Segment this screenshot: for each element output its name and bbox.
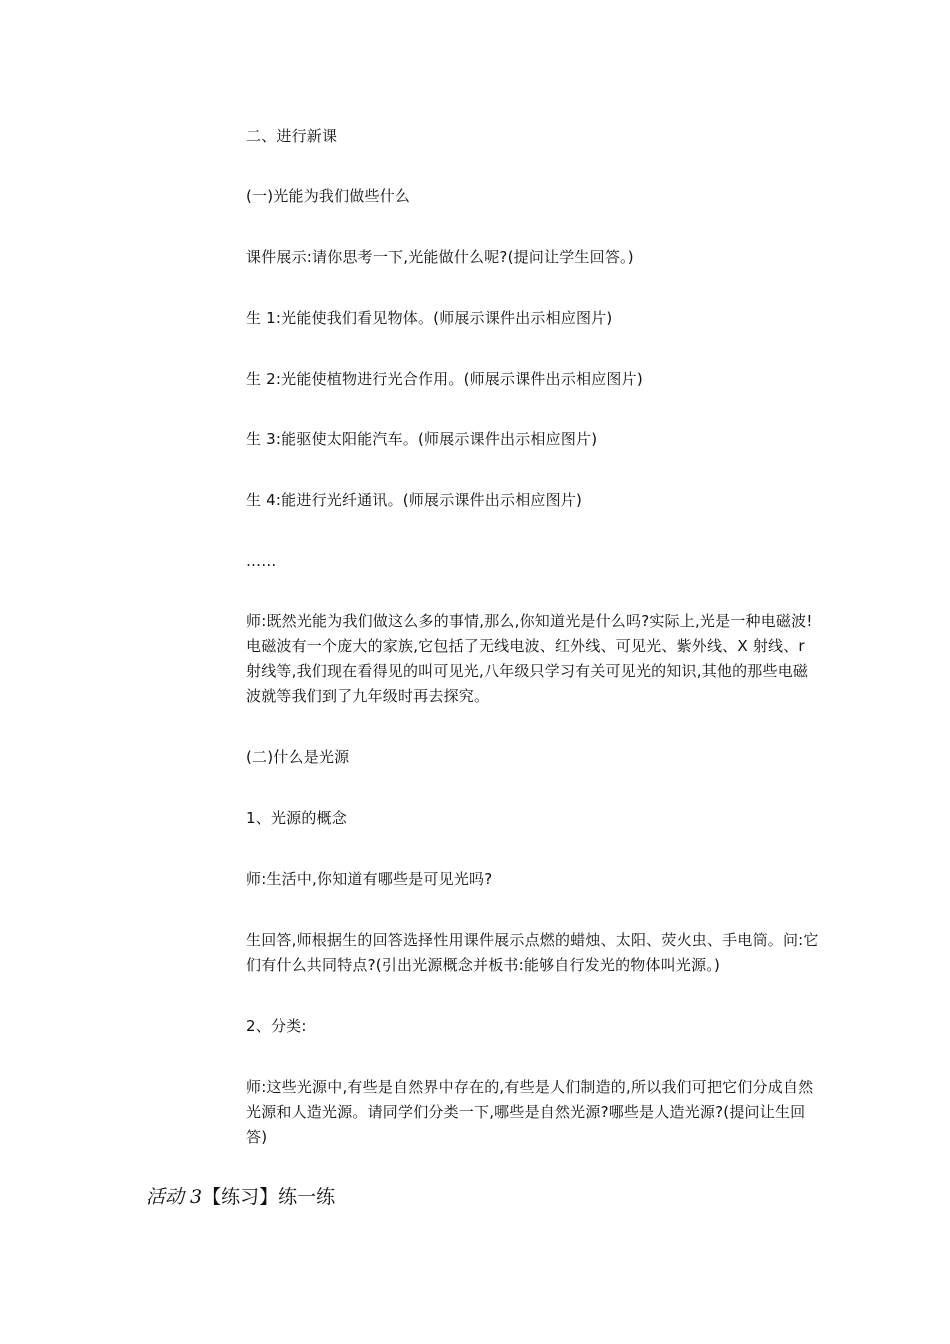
paragraph: 师:既然光能为我们做这么多的事情,那么,你知道光是什么吗?实际上,光是一种电磁波!电磁波有一个庞大的家族,它包括了无线电波、红外线、可见光、紫外线、X 射线、r 射线等,我们现在看得见的叫可见光,八年级只学习有关可见光的知识,其他的那些电磁波就等我们到了九年级时再去探究。 [246,612,813,705]
activity-label: 【练习】练一练 [202,1186,336,1208]
paragraph: 生回答,师根据生的回答选择性用课件展示点燃的蜡烛、太阳、荧火虫、手电筒。问:它们有什么共同特点?(引出光源概念并板书:能够自行发光的物体叫光源。) [246,931,819,974]
subsection-heading: (二)什么是光源 [246,748,350,766]
paragraph: 生 1:光能使我们看见物体。(师展示课件出示相应图片) [246,309,613,327]
subsection-heading: (一)光能为我们做些什么 [246,187,411,205]
section-heading: 二、进行新课 [246,127,338,145]
paragraph: 生 4:能进行光纤通讯。(师展示课件出示相应图片) [246,491,583,509]
numbered-heading: 1、光源的概念 [246,809,347,827]
paragraph: 生 2:光能使植物进行光合作用。(师展示课件出示相应图片) [246,370,643,388]
paragraph: 师:这些光源中,有些是自然界中存在的,有些是人们制造的,所以我们可把它们分成自然光源和人造光源。请同学们分类一下,哪些是自然光源?哪些是人造光源?(提问让生回答) [246,1078,814,1146]
activity-heading [146,1183,335,1211]
ellipsis: …… [246,552,277,570]
activity-number: 活动 3 [146,1186,203,1208]
paragraph: 生 3:能驱使太阳能汽车。(师展示课件出示相应图片) [246,430,598,448]
paragraph: 课件展示:请你思考一下,光能做什么呢?(提问让学生回答。) [246,248,634,266]
numbered-heading: 2、分类: [246,1017,307,1035]
paragraph: 师:生活中,你知道有哪些是可见光吗? [246,870,493,888]
